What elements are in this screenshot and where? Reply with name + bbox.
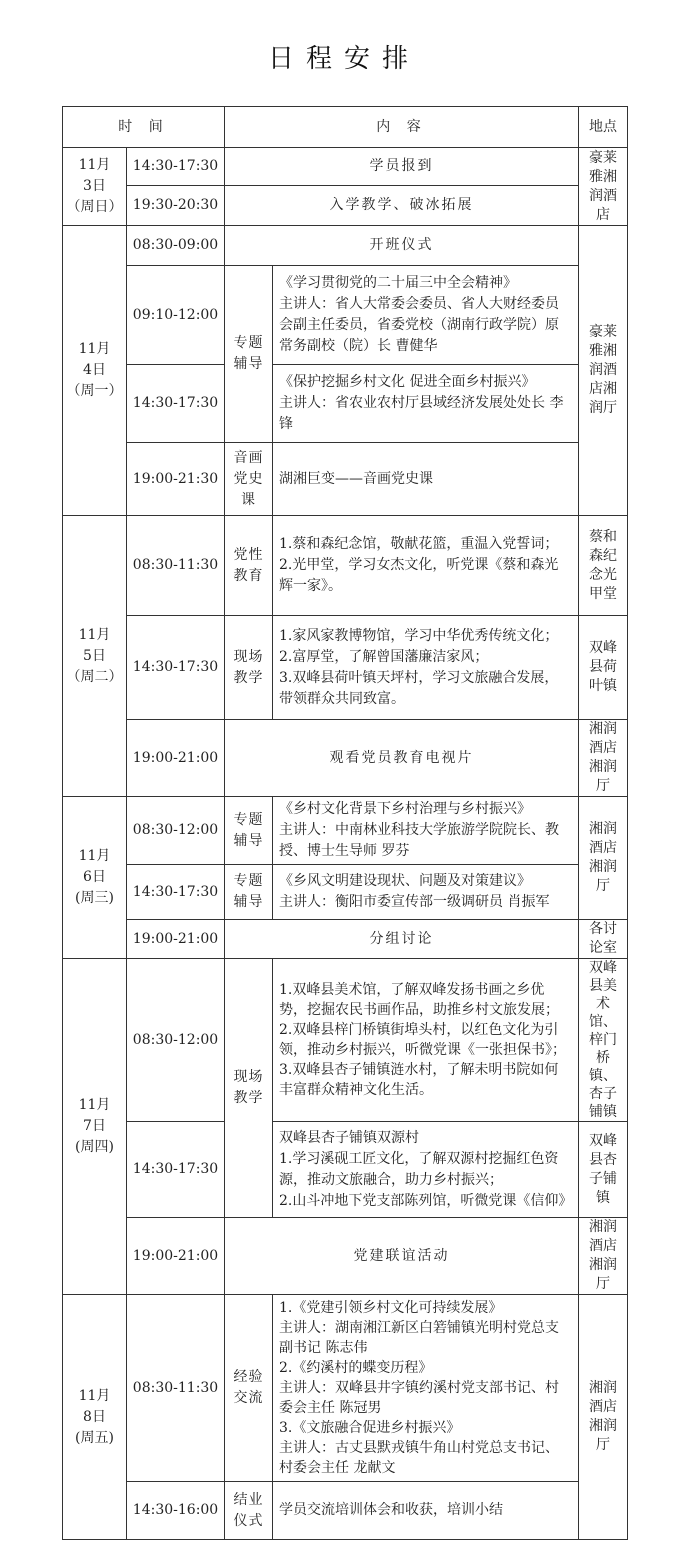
table-row: [63, 959, 628, 1122]
table-row: [63, 365, 628, 443]
content-cell: 《学习贯彻党的二十届三中全会精神》 主讲人：省人大常委会委员、省人大财经委员会副主任委员，省委党校（湖南行政学院）原常务副校（院）长 曹健华: [273, 266, 579, 365]
date-cell: 11月 5日 （周二）: [63, 516, 127, 797]
time-cell: 14:30-17:30: [127, 365, 225, 443]
time-cell: 08:30-12:00: [127, 797, 225, 865]
schedule-table: [62, 106, 628, 1540]
content-cell: 湖湘巨变——音画党史课: [273, 443, 579, 516]
content-cell: 1.双峰县美术馆，了解双峰发扬书画之乡优势，挖掘农民书画作品，助推乡村文旅发展； 2.双峰县梓门桥镇街埠头村，以红色文化为引领，推动乡村振兴，听微党课《一张担保书》； 3.双峰县杏子铺镇涟水村，了解未明书院如何丰富群众精神文化生活。: [273, 959, 579, 1122]
category-cell: 专题辅导: [225, 797, 273, 865]
content-cell: 双峰县杏子铺镇双源村 1.学习溪砚工匠文化，了解双源村挖掘红色资源，推动文旅融合，助力乡村振兴； 2.山斗冲地下党支部陈列馆，听微党课《信仰》: [273, 1122, 579, 1218]
time-cell: 08:30-09:00: [127, 226, 225, 266]
content-cell: 《乡风文明建设现状、问题及对策建议》 主讲人：衡阳市委宣传部一级调研员 肖振军: [273, 865, 579, 920]
location-cell: 湘润酒店湘润厅: [579, 1295, 628, 1540]
table-row: [63, 865, 628, 920]
page-title: 日程安排: [267, 44, 420, 74]
table-row: [63, 920, 628, 959]
location-cell: 湘润酒店湘润厅: [579, 1218, 628, 1295]
time-cell: 08:30-12:00: [127, 959, 225, 1122]
content-cell: 党建联谊活动: [225, 1218, 579, 1295]
header-location: 地点: [579, 107, 628, 148]
table-row: [63, 443, 628, 516]
content-cell: 学员报到: [225, 148, 579, 186]
category-cell: 音画党史课: [225, 443, 273, 516]
content-cell: 学员交流培训体会和收获，培训小结: [273, 1482, 579, 1540]
table-row: [63, 516, 628, 616]
time-cell: 19:00-21:00: [127, 920, 225, 959]
time-cell: 19:00-21:30: [127, 443, 225, 516]
location-cell: 豪莱雅湘润酒店湘润厅: [579, 226, 628, 516]
content-cell: 《乡村文化背景下乡村治理与乡村振兴》 主讲人：中南林业科技大学旅游学院院长、教授、博士生导师 罗芬: [273, 797, 579, 865]
date-cell: 11月 6日 (周三): [63, 797, 127, 959]
category-cell: 经验交流: [225, 1295, 273, 1482]
location-cell: 湘润酒店湘润厅: [579, 797, 628, 920]
time-cell: 19:30-20:30: [127, 186, 225, 226]
category-cell: 专题辅导: [225, 865, 273, 920]
category-cell: 现场教学: [225, 959, 273, 1218]
table-row: [63, 1295, 628, 1482]
date-cell: 11月 3日 （周日）: [63, 148, 127, 226]
time-cell: 08:30-11:30: [127, 1295, 225, 1482]
location-cell: 蔡和森纪念光甲堂: [579, 516, 628, 616]
time-cell: 19:00-21:00: [127, 1218, 225, 1295]
table-row: [63, 226, 628, 266]
header-row: [63, 107, 628, 148]
time-cell: 14:30-17:30: [127, 616, 225, 720]
category-cell: 党性教育: [225, 516, 273, 616]
table-row: [63, 1122, 628, 1218]
header-time: 时 间: [63, 107, 225, 148]
header-content: 内 容: [225, 107, 579, 148]
location-cell: 各讨论室: [579, 920, 628, 959]
content-cell: 《保护挖掘乡村文化 促进全面乡村振兴》 主讲人：省农业农村厅县域经济发展处处长 李锋: [273, 365, 579, 443]
content-cell: 分组讨论: [225, 920, 579, 959]
content-cell: 1.蔡和森纪念馆，敬献花篮，重温入党誓词； 2.光甲堂，学习女杰文化，听党课《蔡和森光辉一家》。: [273, 516, 579, 616]
time-cell: 14:30-17:30: [127, 148, 225, 186]
table-row: [63, 148, 628, 186]
category-cell: 专题辅导: [225, 266, 273, 443]
date-cell: 11月 7日 (周四): [63, 959, 127, 1295]
time-cell: 19:00-21:00: [127, 720, 225, 797]
location-cell: 双峰县荷叶镇: [579, 616, 628, 720]
location-cell: 双峰县美术馆、梓门桥镇、杏子铺镇: [579, 959, 628, 1122]
table-row: [63, 266, 628, 365]
date-cell: 11月 4日 （周一）: [63, 226, 127, 516]
content-cell: 1.家风家教博物馆，学习中华优秀传统文化； 2.富厚堂，了解曾国藩廉洁家风； 3.双峰县荷叶镇天坪村，学习文旅融合发展，带领群众共同致富。: [273, 616, 579, 720]
time-cell: 14:30-16:00: [127, 1482, 225, 1540]
date-cell: 11月 8日 (周五): [63, 1295, 127, 1540]
content-cell: 1.《党建引领乡村文化可持续发展》 主讲人：湖南湘江新区白箬铺镇光明村党总支副书记 陈志伟 2.《约溪村的蝶变历程》 主讲人：双峰县井字镇约溪村党支部书记、村委会主任 陈冠男 3.《文旅融合促进乡村振兴》 主讲人：古丈县默戎镇牛角山村党总支书记、村委会主任 龙献文: [273, 1295, 579, 1482]
category-cell: 结业仪式: [225, 1482, 273, 1540]
location-cell: 豪莱雅湘润酒店: [579, 148, 628, 226]
time-cell: 14:30-17:30: [127, 865, 225, 920]
time-cell: 08:30-11:30: [127, 516, 225, 616]
location-cell: 双峰县杏子铺镇: [579, 1122, 628, 1218]
time-cell: 09:10-12:00: [127, 266, 225, 365]
table-row: [63, 616, 628, 720]
table-row: [63, 720, 628, 797]
table-row: [63, 1482, 628, 1540]
content-cell: 开班仪式: [225, 226, 579, 266]
category-cell: 现场教学: [225, 616, 273, 720]
table-row: [63, 1218, 628, 1295]
table-row: [63, 797, 628, 865]
content-cell: 入学教学、破冰拓展: [225, 186, 579, 226]
time-cell: 14:30-17:30: [127, 1122, 225, 1218]
location-cell: 湘润酒店湘润厅: [579, 720, 628, 797]
content-cell: 观看党员教育电视片: [225, 720, 579, 797]
table-row: [63, 186, 628, 226]
